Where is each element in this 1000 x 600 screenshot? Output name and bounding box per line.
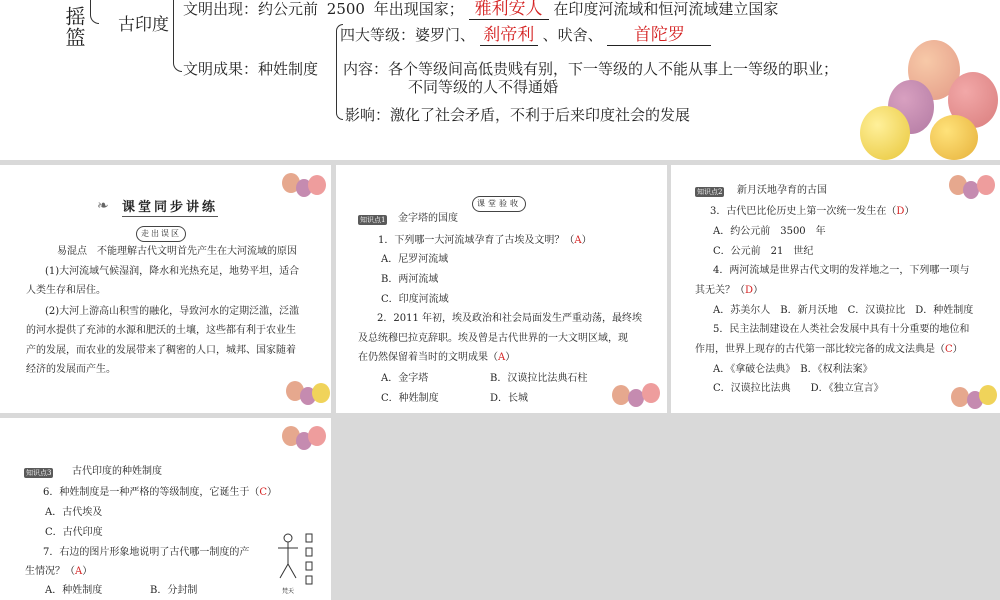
answer-q1: A bbox=[574, 235, 582, 246]
slide-check: 课堂验收 知识点1 金字塔的国度 1．下列哪一大河流域孕育了古埃及文明？（A） A．尼罗河流域 B．两河流域 C．印度河流域 2．2011 年初，埃及政治和社会局面发生严重动荡，最终埃 及总统穆巴拉克辞职。埃及曾是古代世界的一大文明区域，现 在仍然保留着当时的文明成果（A） A．金字塔 B．汉谟拉比法典石柱 C．种姓制度 D．长城 bbox=[336, 165, 667, 413]
answer-q6: C bbox=[259, 487, 268, 498]
left-word: 摇篮 bbox=[62, 6, 86, 48]
line-four-classes: 四大等级：婆罗门、 刹帝利 、吠舍、 首陀罗 bbox=[340, 20, 711, 46]
caste-impact: 影响：激化了社会矛盾，不利于后来印度社会的发展 bbox=[345, 106, 691, 124]
country-brace bbox=[173, 0, 182, 72]
answer-q3: D bbox=[896, 206, 905, 217]
answer-q7: A bbox=[75, 566, 83, 577]
left-brace bbox=[90, 0, 99, 24]
knowledge-tag: 知识点3 bbox=[26, 469, 52, 477]
topic-heading: 金字塔的国度 bbox=[398, 213, 458, 224]
book-icon: ❧ bbox=[97, 198, 109, 214]
check-title bbox=[472, 191, 527, 212]
figure-label: 梵天 bbox=[282, 588, 295, 595]
brahma-figure bbox=[272, 530, 322, 596]
answer-kshatriya: 刹帝利 bbox=[480, 20, 538, 46]
lecture-title: 课堂同步讲练 bbox=[122, 196, 218, 217]
slide-lecture: ❧ 课堂同步讲练 走出误区 易混点 不能理解古代文明首先产生在大河流域的原因 (1)大河流域气候湿润，降水和光热充足，地势平坦，适合 人类生存和居住。 (2)大河上游高山积雪的融化，导致河水的定期泛滥，泛滥 的河水提供了充沛的水源和肥沃的土壤，这些都有利于农业生 产的发展，而农业的发展带来了稠密的人口，城邦、国家随着 经济的发展而产生。 bbox=[0, 165, 331, 413]
topic-heading: 新月沃地孕育的古国 bbox=[737, 185, 827, 196]
subtitle bbox=[136, 226, 187, 242]
confusion-heading: 易混点 不能理解古代文明首先产生在大河流域的原因 bbox=[57, 246, 297, 257]
topic-heading: 古代印度的种姓制度 bbox=[72, 466, 162, 477]
caste-content: 内容：各个等级间高低贵贱有别，下一等级的人不能从事上一等级的职业； bbox=[343, 60, 839, 78]
answer-q5: C bbox=[945, 344, 953, 355]
check-title-text: 课堂验收 bbox=[472, 196, 526, 212]
answer-q2: A bbox=[498, 352, 506, 363]
knowledge-tag: 知识点2 bbox=[697, 188, 723, 196]
slide-caste: 知识点3 古代印度的种姓制度 6．种姓制度是一种严格的等级制度，它诞生于（C） A．古代埃及 C．古代印度 7．右边的图片形象地说明了古代哪一制度的产 生情况？（A） A．种姓制度 B．分封制 梵天 bbox=[0, 418, 331, 600]
slide-fertile-crescent: 知识点2 新月沃地孕育的古国 3．古代巴比伦历史上第一次统一发生在（D） A．约公元前 3500 年 C．公元前 21 世纪 4．两河流域是世界古代文明的发祥地之一，下列哪一项与 其无关？（D） A．苏美尔人 B．新月沃地 C．汉谟拉比 D．种姓制度 5．民主法制建设在人类社会发展中具有十分重要的地位和 作用，世界上现存的古代第一部比较完备的成文法典是（C） A．《拿破仑法典》 B．《权利法案》 C．汉谟拉比法典 D．《独立宣言》 bbox=[671, 165, 1000, 413]
answer-aryan: 雅利安人 bbox=[469, 0, 549, 20]
line-caste: 文明成果：种姓制度 bbox=[183, 60, 319, 78]
answer-q4: D bbox=[745, 285, 754, 296]
top-slide bbox=[0, 0, 1000, 160]
line-civilization: 文明出现：约公元前 2500 年出现国家； 雅利安人 在印度河流域和恒河流域建立国家 bbox=[183, 0, 778, 20]
knowledge-tag: 知识点1 bbox=[360, 216, 386, 224]
caste-content-2: 不同等级的人不得通婚 bbox=[408, 78, 559, 96]
caste-brace bbox=[336, 24, 343, 120]
answer-shudra: 首陀罗 bbox=[607, 20, 711, 46]
country-label: 古印度 bbox=[118, 15, 169, 35]
subtitle-text: 走出误区 bbox=[136, 226, 186, 242]
